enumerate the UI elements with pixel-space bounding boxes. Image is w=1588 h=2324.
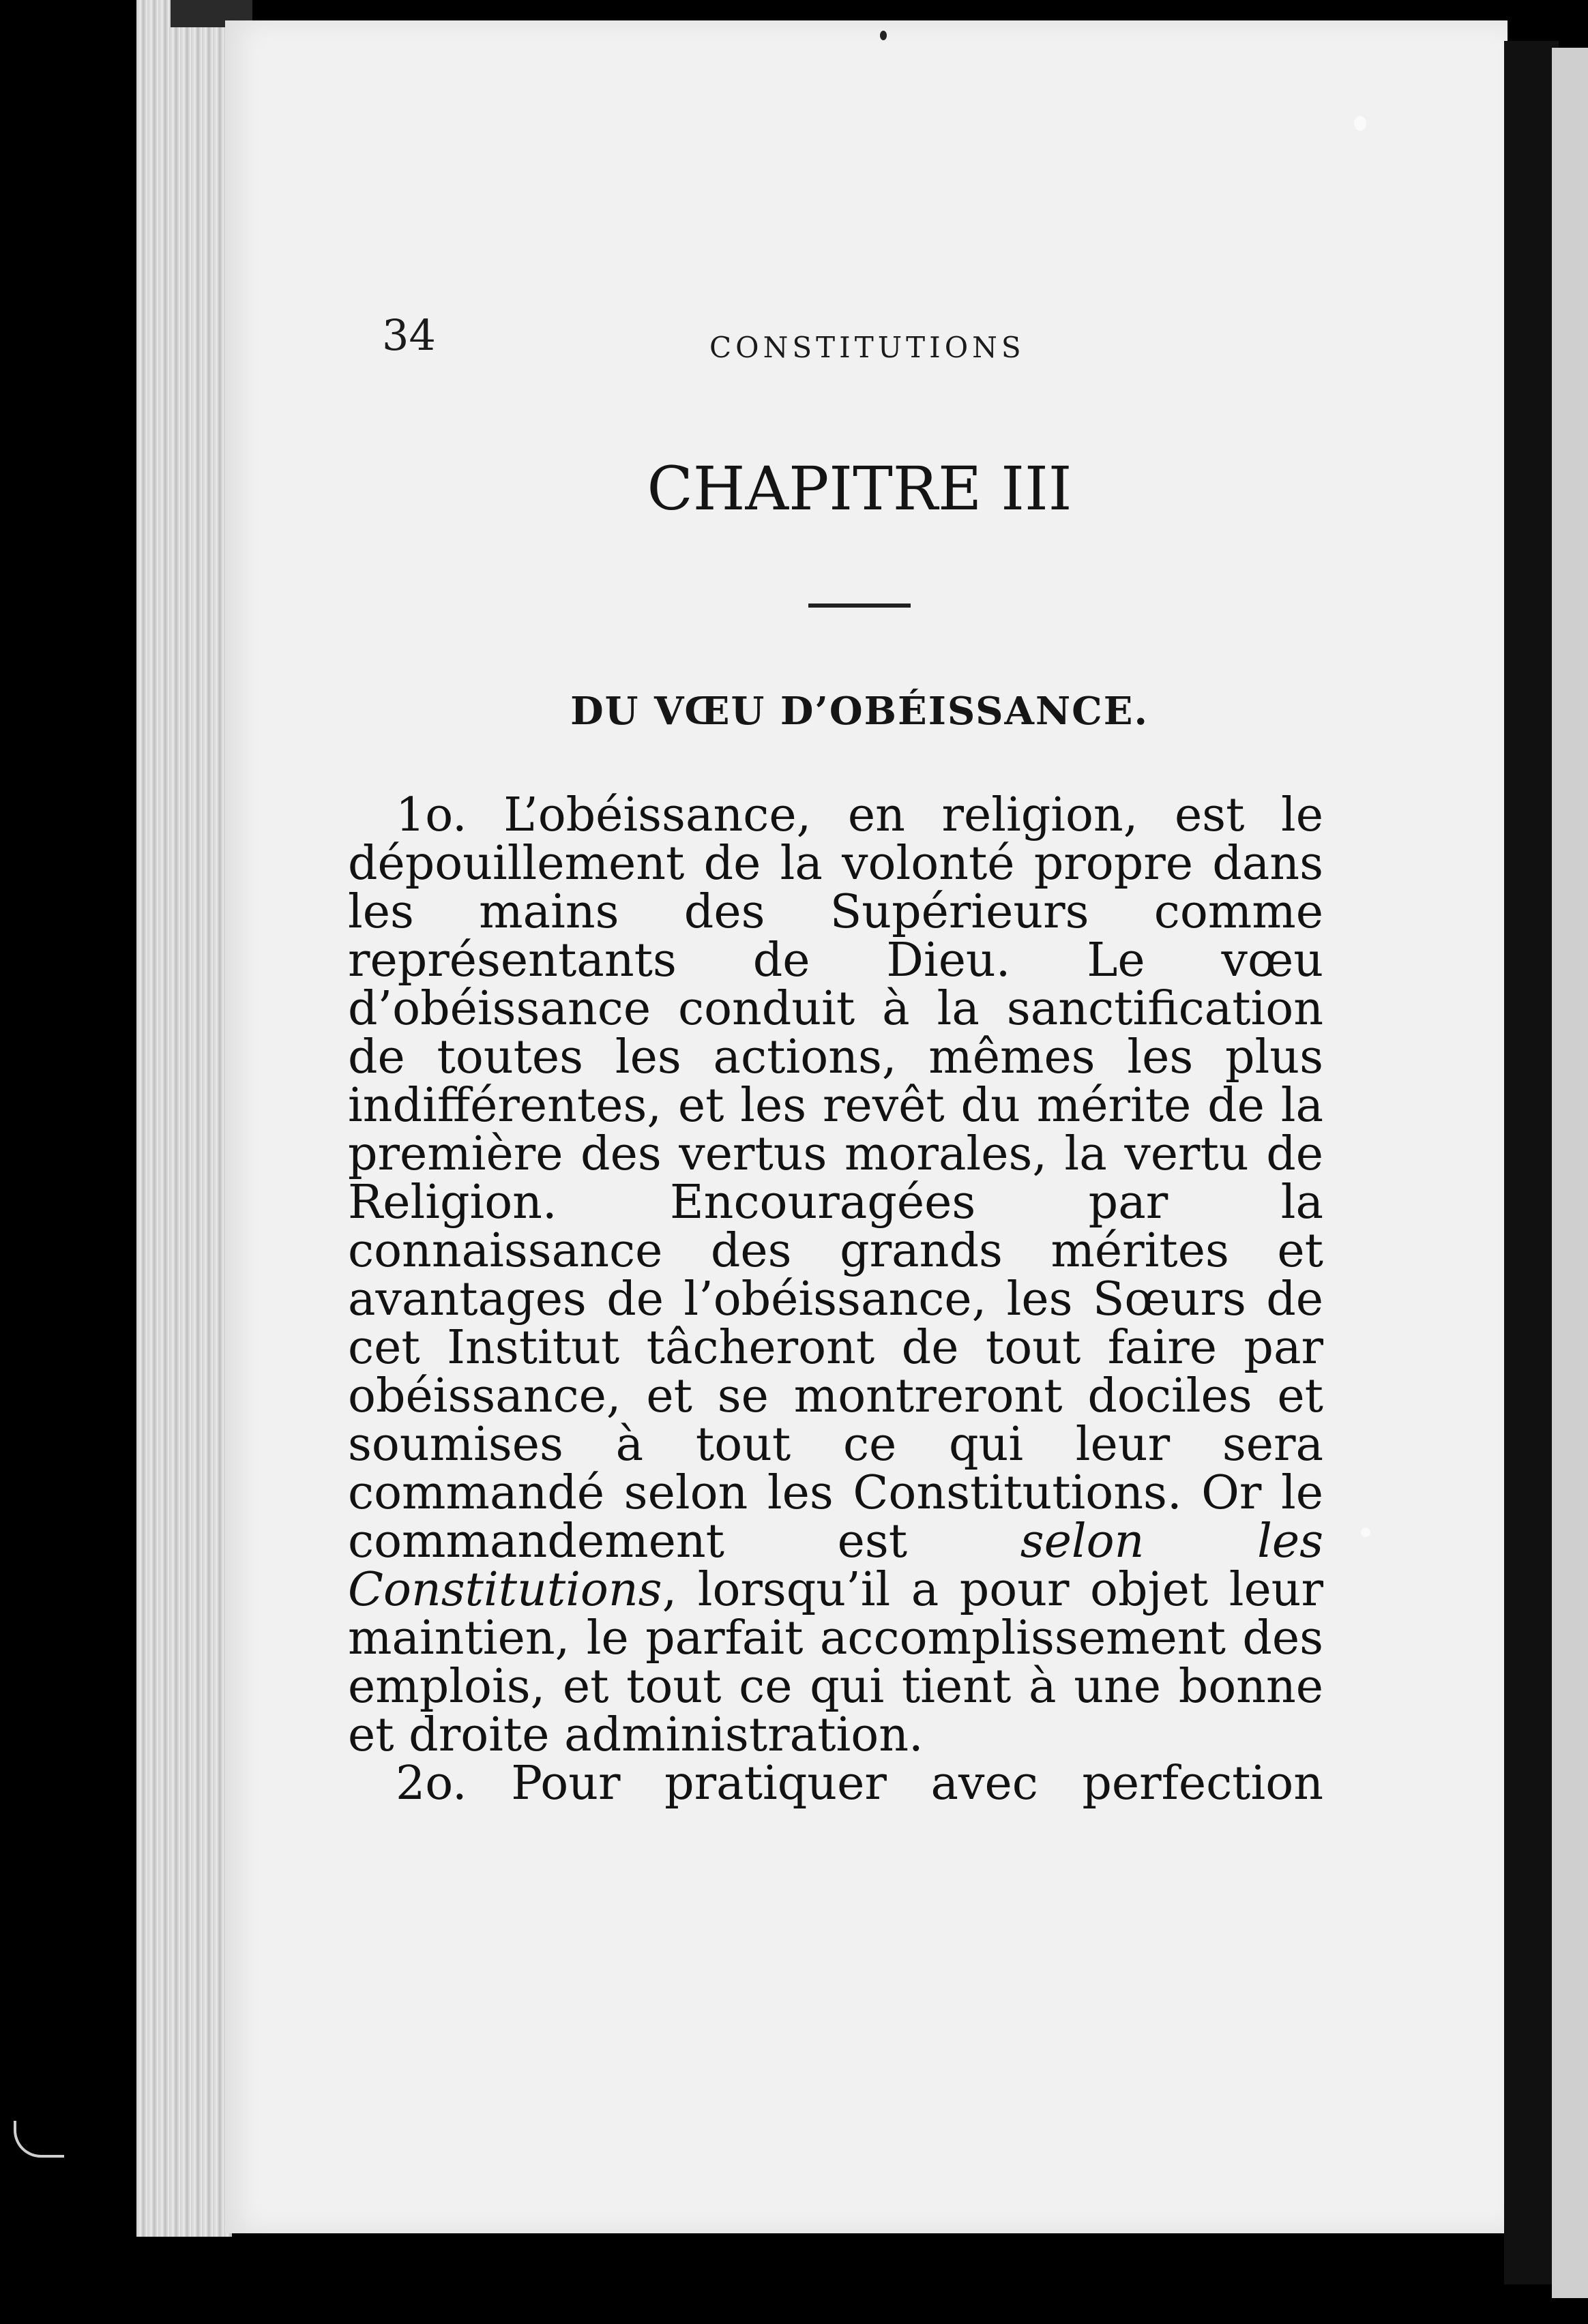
page-number: 34 (382, 310, 436, 360)
scan-speck (1354, 116, 1366, 131)
section-title: DU VŒU D’OBÉISSANCE. (570, 689, 1149, 734)
chapter-title: CHAPITRE III (647, 453, 1072, 524)
scan-artifact (14, 2121, 64, 2158)
paragraph-2: 2o. Pour pratiquer avec perfection (396, 1757, 1323, 1811)
running-head (382, 310, 1371, 365)
body-text (348, 788, 1323, 1811)
paragraph-1-start: 1o. L’obéissance, en religion, est le dépouillement de la volonté propre dans les mains des Supérieurs comme représentants de Dieu. Le vœu d’obéissance conduit à la sanctification de toutes les actions, mêmes les plus indifférentes, et les revêt du mérite de la première des vertus morales, la vertu de Religion. Encouragées par la connaissance des grands mérites et avantages de l’obéissance, les Sœurs de cet Institut tâcheront de tout faire par obéissance, et se montreront dociles et soumises à tout ce qui leur sera commandé selon les Constitutions. Or le commandement est (348, 788, 1323, 1568)
paragraph-1 (348, 788, 1323, 1762)
scan-speck (1361, 1528, 1370, 1537)
scan-speck (880, 31, 887, 40)
paragraph-1-end: , lorsqu’il a pour objet leur maintien, le parfait accomplissement des emplois, et tout ce qui tient à une bonne et droite administration. (348, 1563, 1323, 1762)
chapter-rule (808, 604, 911, 608)
running-title: CONSTITUTIONS (709, 331, 1025, 364)
page-edges (136, 0, 232, 2237)
paragraph-1-italic: selon les Constitutions (348, 1515, 1323, 1617)
book-gutter (1504, 41, 1559, 2284)
facing-page-edge (1552, 48, 1588, 2298)
